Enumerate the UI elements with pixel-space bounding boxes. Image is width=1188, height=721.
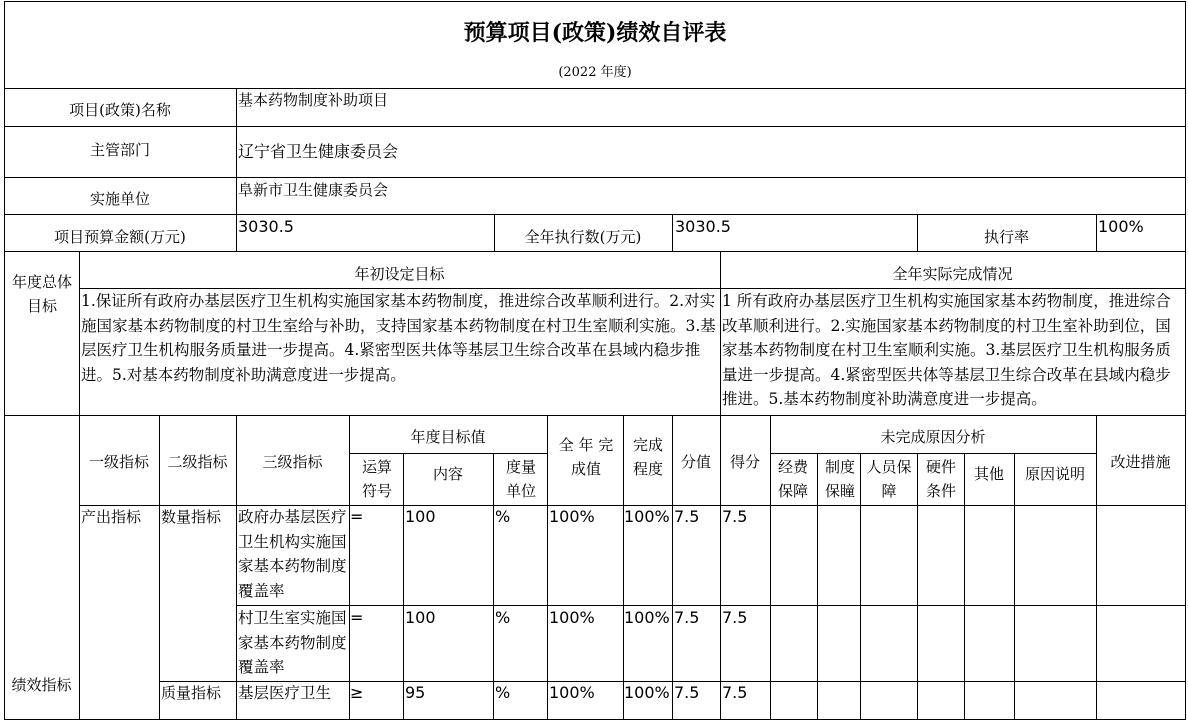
- operator-header: 运算符号: [361, 458, 392, 500]
- grid-line: [770, 453, 1096, 454]
- page-title: 预算项目(政策)绩效自评表: [463, 20, 727, 46]
- grid-line: [4, 88, 1186, 89]
- initial-goals-header: 年初设定目标: [354, 265, 445, 283]
- project-name-value: 基本药物制度补助项目: [238, 91, 389, 109]
- row-score-value: 7.5: [674, 683, 700, 702]
- row-score: 7.5: [722, 608, 748, 627]
- execution-rate-value: 100%: [1098, 217, 1144, 236]
- personnel-header: 人员保障: [866, 458, 912, 500]
- grid-line: [349, 415, 350, 720]
- budget-label: 项目预算金额(万元): [54, 228, 186, 246]
- improvement-header: 改进措施: [1110, 453, 1171, 471]
- execution-label: 全年执行数(万元): [524, 228, 642, 246]
- other-header: 其他: [973, 465, 1004, 483]
- grid-line: [236, 605, 1186, 606]
- grid-line: [1096, 214, 1097, 251]
- level2-header: 二级指标: [167, 453, 228, 471]
- completion-header: 完成程度: [632, 436, 663, 478]
- annual-goals-label: 年度总体目标: [11, 273, 72, 315]
- row-level2: 数量指标: [161, 508, 222, 526]
- row-level2: 质量指标: [161, 684, 222, 702]
- system-header: 制度保瞳: [824, 458, 855, 500]
- row-level3: 村卫生室实施国家基本药物制度覆盖率: [238, 609, 347, 676]
- grid-line: [4, 1, 1186, 2]
- row-score-value: 7.5: [674, 608, 700, 627]
- performance-indicators-label: 绩效指标: [11, 676, 72, 694]
- row-score: 7.5: [722, 507, 748, 526]
- full-year-value-header: 全 年 完成值: [558, 436, 614, 478]
- row-operator: =: [350, 507, 364, 526]
- execution-value: 3030.5: [675, 217, 731, 236]
- implementing-unit-label: 实施单位: [89, 190, 150, 208]
- grid-line: [964, 453, 965, 720]
- grid-line: [547, 415, 548, 720]
- row-score-value: 7.5: [674, 507, 700, 526]
- department-value: 辽宁省卫生健康委员会: [238, 142, 399, 161]
- grid-line: [817, 453, 818, 720]
- row-completion: 100%: [624, 683, 670, 702]
- row-content: 100: [405, 608, 436, 627]
- initial-goals-text: 1.保证所有政府办基层医疗卫生机构实施国家基本药物制度，推进综合改革顺利进行。2.对实施国家基本药物制度的村卫生室给与补助，支持国家基本药物制度在村卫生室顺利实施。3.基层医疗卫生机构服务质量进一步提高。4.紧密型医共体等基层卫生综合改革在县域内稳步推进。5.对基本药物制度补助满意度进一步提高。: [81, 292, 716, 384]
- row-content: 95: [405, 683, 426, 702]
- project-name-label: 项目(政策)名称: [69, 101, 171, 119]
- row-completion: 100%: [624, 507, 670, 526]
- score-header: 得分: [729, 453, 760, 471]
- grid-line: [4, 177, 1186, 178]
- row-completion: 100%: [624, 608, 670, 627]
- row-unit: %: [495, 507, 511, 526]
- actual-results-header: 全年实际完成情况: [892, 265, 1013, 283]
- unit-header: 度量单位: [505, 458, 536, 500]
- level1-header: 一级指标: [88, 453, 149, 471]
- budget-value: 3030.5: [238, 217, 294, 236]
- grid-line: [4, 251, 1186, 252]
- row-operator: ≥: [350, 683, 364, 702]
- grid-line: [860, 453, 861, 720]
- row-score: 7.5: [722, 683, 748, 702]
- annual-target-header: 年度目标值: [410, 428, 486, 446]
- row-unit: %: [495, 683, 511, 702]
- row-full-value: 100%: [549, 608, 595, 627]
- grid-line: [236, 88, 237, 251]
- row-full-value: 100%: [549, 507, 595, 526]
- grid-line: [349, 453, 547, 454]
- row-level3: 政府办基层医疗卫生机构实施国家基本药物制度覆盖率: [238, 508, 347, 600]
- funding-header: 经费保障: [777, 458, 808, 500]
- row-operator: =: [350, 608, 364, 627]
- row-content: 100: [405, 507, 436, 526]
- unfinished-reasons-header: 未完成原因分析: [880, 428, 986, 446]
- grid-line: [4, 126, 1186, 127]
- grid-line: [493, 453, 494, 720]
- implementing-unit-value: 阜新市卫生健康委员会: [238, 181, 389, 199]
- grid-line: [403, 453, 404, 720]
- grid-line: [623, 415, 624, 720]
- hardware-header: 硬件条件: [925, 458, 956, 500]
- row-unit: %: [495, 608, 511, 627]
- execution-rate-label: 执行率: [983, 228, 1029, 246]
- content-header: 内容: [432, 465, 463, 483]
- reason-desc-header: 原因说明: [1024, 465, 1085, 483]
- level3-header: 三级指标: [262, 453, 323, 471]
- row-full-value: 100%: [549, 683, 595, 702]
- actual-results-text: 1 所有政府办基层医疗卫生机构实施国家基本药物制度，推进综合改革顺利进行。2.实施国家基本药物制度的村卫生室补助到位，国家基本药物制度在村卫生室顺利实施。3.基层医疗卫生机构服务质量进一步提高。4.紧密型医共体等基层卫生综合改革在县域内稳步推进。5.基本药物制度补助满意度进一步提高。: [722, 292, 1171, 408]
- grid-line: [770, 415, 771, 720]
- year-label: (2022 年度): [558, 65, 632, 80]
- score-value-header: 分值: [680, 453, 711, 471]
- grid-line: [672, 214, 673, 251]
- grid-line: [1185, 1, 1186, 720]
- grid-line: [1014, 453, 1015, 720]
- row-level1: 产出指标: [81, 508, 142, 526]
- row-level3: 基层医疗卫生: [238, 684, 332, 702]
- department-label: 主管部门: [89, 141, 150, 159]
- grid-line: [4, 415, 1186, 416]
- grid-line: [4, 214, 1186, 215]
- grid-line: [4, 719, 1186, 720]
- grid-line: [79, 251, 80, 720]
- grid-line: [917, 453, 918, 720]
